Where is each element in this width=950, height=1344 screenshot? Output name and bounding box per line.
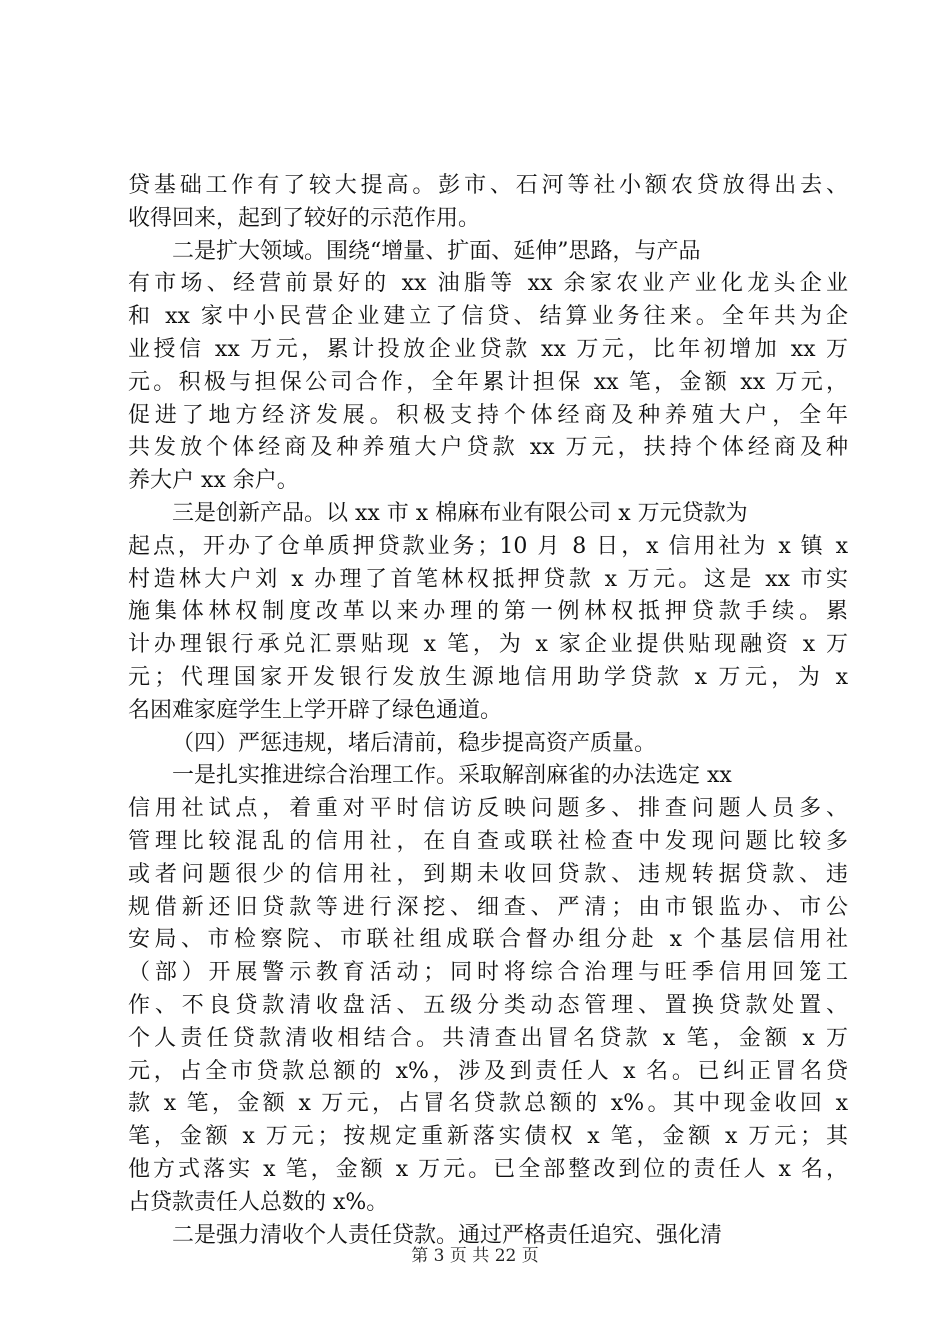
text-line: 起点，开办了仓单质押贷款业务；10 月 8 日，x 信用社为 x 镇 x — [128, 533, 848, 559]
text-line: 名困难家庭学生上学开辟了绿色通道。 — [128, 697, 503, 723]
text-line: 一是扎实推进综合治理工作。采取解剖麻雀的办法选定 xx — [172, 763, 732, 789]
text-line: 管理比较混乱的信用社，在自查或联社检查中发现问题比较多 — [128, 828, 848, 854]
text-line: 有市场、经营前景好的 xx 油脂等 xx 余家农业产业化龙头企业 — [128, 271, 848, 297]
text-line: 收得回来，起到了较好的示范作用。 — [128, 205, 481, 231]
text-line: 款 x 笔，金额 x 万元，占冒名贷款总额的 x%。其中现金收回 x — [128, 1091, 848, 1117]
text-line: （部）开展警示教育活动；同时将综合治理与旺季信用回笼工 — [128, 960, 848, 986]
text-line: 占贷款责任人总数的 x%。 — [128, 1189, 389, 1215]
text-line: 计办理银行承兑汇票贴现 x 笔，为 x 家企业提供贴现融资 x 万 — [128, 632, 848, 658]
text-line: 二是扩大领域。围绕“增量、扩面、延伸”思路，与产品 — [172, 238, 701, 264]
text-line: 他方式落实 x 笔，金额 x 万元。已全部整改到位的责任人 x 名， — [128, 1156, 848, 1182]
text-line: 养大户 xx 余户。 — [128, 468, 299, 494]
text-line: 促进了地方经济发展。积极支持个体经商及种养殖大户，全年 — [128, 402, 848, 428]
page-footer: 第 3 页 共 22 页 — [411, 1246, 539, 1266]
text-line: 共发放个体经商及种养殖大户贷款 xx 万元，扶持个体经商及种 — [128, 435, 848, 461]
text-line: 村造林大户刘 x 办理了首笔林权抵押贷款 x 万元。这是 xx 市实 — [128, 566, 848, 592]
text-line: 和 xx 家中小民营企业建立了信贷、结算业务往来。全年共为企 — [128, 304, 848, 330]
text-line: 贷基础工作有了较大提高。彭市、石河等社小额农贷放得出去、 — [128, 173, 848, 198]
text-line: 或者问题很少的信用社，到期未收回贷款、违规转据贷款、违 — [128, 861, 848, 887]
text-line: 施集体林权制度改革以来办理的第一例林权抵押贷款手续。累 — [128, 599, 848, 625]
text-line: 作、不良贷款清收盘活、五级分类动态管理、置换贷款处置、 — [128, 992, 848, 1018]
text-line: 安局、市检察院、市联社组成联合督办组分赴 x 个基层信用社 — [128, 927, 848, 953]
text-line: 元。积极与担保公司合作，全年累计担保 xx 笔，金额 xx 万元， — [128, 369, 848, 395]
text-line: 个人责任贷款清收相结合。共清查出冒名贷款 x 笔，金额 x 万 — [128, 1025, 848, 1051]
text-line: 业授信 xx 万元，累计投放企业贷款 xx 万元，比年初增加 xx 万 — [128, 336, 848, 362]
text-line: 信用社试点，着重对平时信访反映问题多、排查问题人员多、 — [128, 796, 848, 822]
text-line: 三是创新产品。以 xx 市 x 棉麻布业有限公司 x 万元贷款为 — [172, 500, 748, 526]
text-line: 规借新还旧贷款等进行深挖、细查、严清；由市银监办、市公 — [128, 894, 848, 920]
document-body — [128, 170, 848, 1252]
text-line: 笔，金额 x 万元；按规定重新落实债权 x 笔，金额 x 万元；其 — [128, 1124, 848, 1150]
text-line: （四）严惩违规，堵后清前，稳步提高资产质量。 — [172, 730, 657, 756]
text-line: 元，占全市贷款总额的 x%，涉及到责任人 x 名。已纠正冒名贷 — [128, 1058, 848, 1084]
text-line: 二是强力清收个人责任贷款。通过严格责任追究、强化清 — [172, 1222, 723, 1248]
text-line: 元；代理国家开发银行发放生源地信用助学贷款 x 万元，为 x — [128, 664, 848, 690]
